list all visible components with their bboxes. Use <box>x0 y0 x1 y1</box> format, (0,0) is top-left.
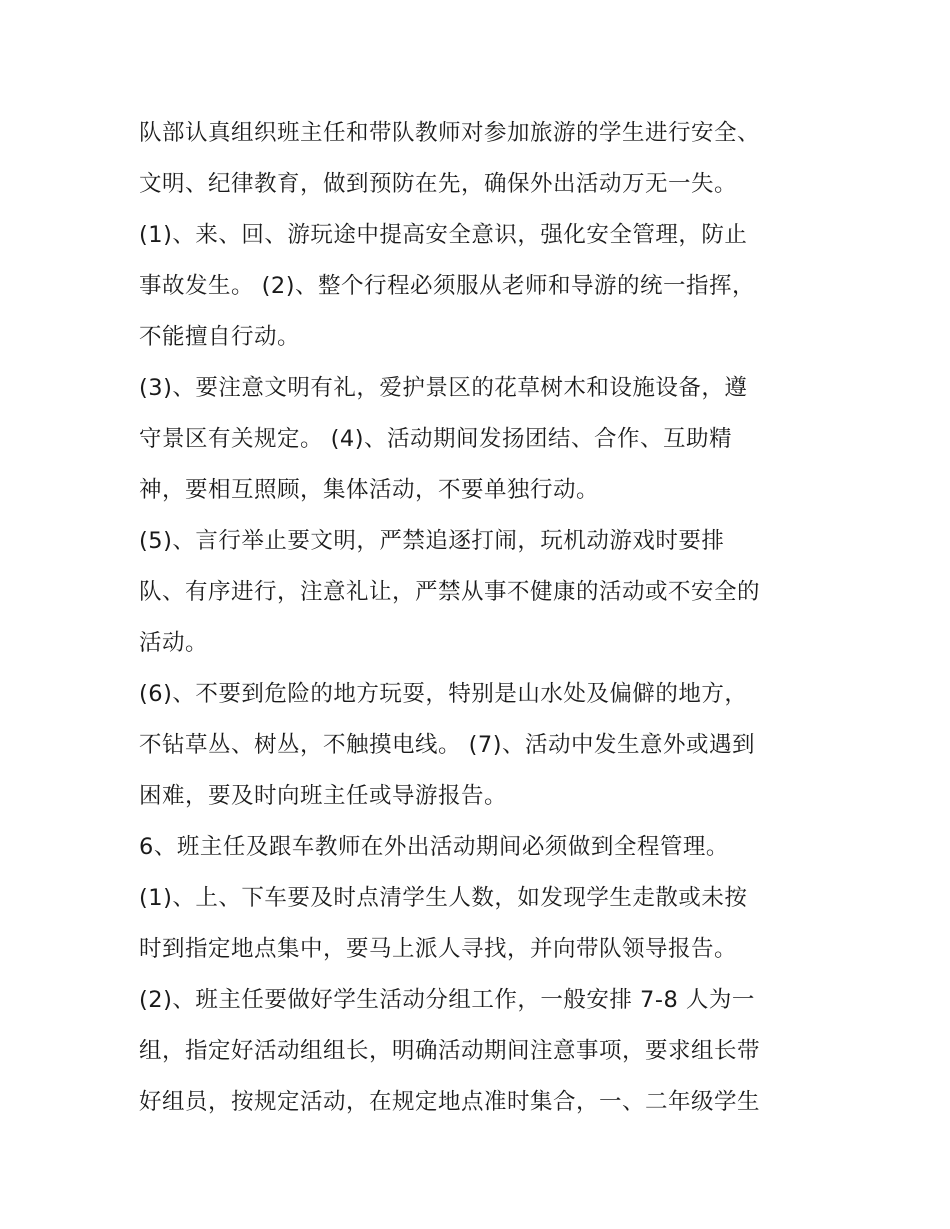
text-line: 队部认真组织班主任和带队教师对参加旅游的学生进行安全、 <box>139 120 761 146</box>
text-line: 组，指定好活动组组长，明确活动期间注意事项，要求组长带 <box>139 1038 761 1064</box>
text-line: 守景区有关规定。 (4)、活动期间发扬团结、合作、互助精 <box>139 426 733 452</box>
text-line: 神，要相互照顾，集体活动，不要单独行动。 <box>139 477 600 503</box>
text-line: 队、有序进行，注意礼让，严禁从事不健康的活动或不安全的 <box>139 579 761 605</box>
text-line: 活动。 <box>139 630 209 656</box>
text-line: 困难，要及时向班主任或导游报告。 <box>139 783 508 809</box>
text-line: 不钻草丛、树丛，不触摸电线。 (7)、活动中发生意外或遇到 <box>139 732 756 758</box>
text-line: (1)、上、下车要及时点清学生人数，如发现学生走散或未按 <box>139 885 748 911</box>
text-line: (3)、要注意文明有礼，爱护景区的花草树木和设施设备，遵 <box>139 375 748 401</box>
text-line: 不能擅自行动。 <box>139 324 301 350</box>
text-line: 好组员，按规定活动，在规定地点准时集合，一、二年级学生 <box>139 1089 761 1115</box>
text-line: 事故发生。 (2)、整个行程必须服从老师和导游的统一指挥， <box>139 273 756 299</box>
text-line: (5)、言行举止要文明，严禁追逐打闹，玩机动游戏时要排 <box>139 528 725 554</box>
section-heading: 6、班主任及跟车教师在外出活动期间必须做到全程管理。 <box>139 834 729 860</box>
text-line: (1)、来、回、游玩途中提高安全意识，强化安全管理，防止 <box>139 222 748 248</box>
text-line: 时到指定地点集中，要马上派人寻找，并向带队领导报告。 <box>139 936 738 962</box>
text-line: (6)、不要到危险的地方玩耍，特别是山水处及偏僻的地方， <box>139 681 748 707</box>
text-line: (2)、班主任要做好学生活动分组工作，一般安排 7-8 人为一 <box>139 987 755 1013</box>
text-line: 文明、纪律教育，做到预防在先，确保外出活动万无一失。 <box>139 171 738 197</box>
document-body <box>139 108 829 1128</box>
